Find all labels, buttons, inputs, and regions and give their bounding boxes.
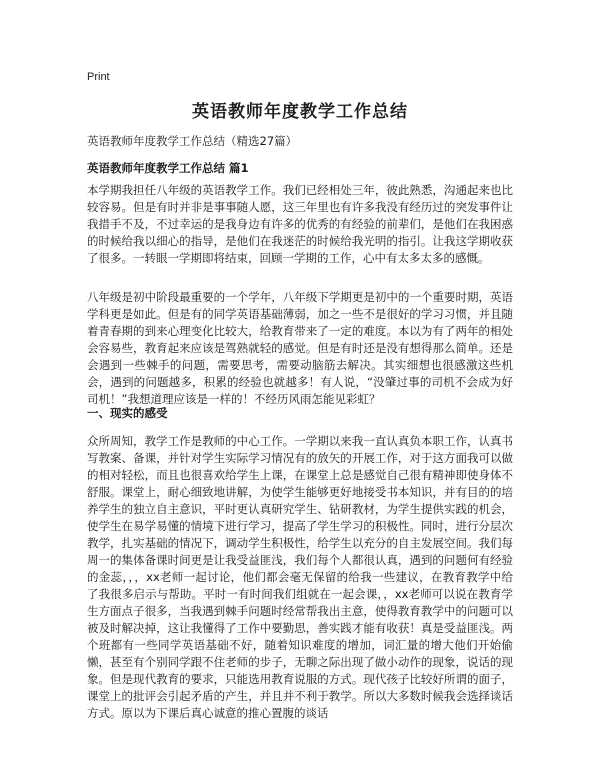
document-title: 英语教师年度教学工作总结: [192, 102, 408, 122]
section-title: 英语教师年度教学工作总结 篇1: [87, 161, 249, 175]
section-heading-1: 一、现实的感受: [87, 406, 168, 420]
document-subtitle: 英语教师年度教学工作总结（精选27篇）: [87, 134, 298, 148]
paragraph-2: 八年级是初中阶段最重要的一个学年，八年级下学期更是初中的一个重要时期，英语学科更是如此。但是有的同学英语基础薄弱，加之一些不是很好的学习习惯，并且随着青春期的到来心理变化比较大，给教育带来了一定的难度。本以为有了两年的相处会容易些，教育起来应该是驾熟就轻的感觉。但是有时还是没有想得那么简单。还是会遇到一些棘手的问题，需要思考，需要动脑筋去解决。其实细想也很感激这些机会，遇到的问题越多，积累的经验也就越多！有人说，“没肇过事的司机不会成为好司机！”我想道理应该是一样的！不经历风雨怎能见彩虹？: [87, 290, 513, 406]
paragraph-3: 众所周知，教学工作是教师的中心工作。一学期以来我一直认真负本职工作，认真书写教案、备课，并针对学生实际学习情况有的放矢的开展工作，对于这方面我可以做的相对轻松，而且也很喜欢给学生上课，在课堂上总是感觉自己很有精神即使身体不舒服。课堂上，耐心细致地讲解，为使学生能够更好地接受书本知识，并有目的的培养学生的独立自主意识，平时更认真研究学生、钻研教材，为学生提供实践的机会，使学生在易学易懂的情境下进行学习，提高了学生学习的积极性。同时，进行分层次教学，扎实基础的情况下，调动学生积极性，给学生以充分的自主发展空间。我们每周一的集体备课时间更是让我受益匪浅，我们每个人都很认真，遇到的问题何有经验的金蕊，，，xx老师一起讨论，他们都会毫无保留的给我一些建议，在教育教学中给了我很多启示与帮助。平时一有时间我们组就在一起会课，，xx老师可以说在教育学生方面点子很多，当我遇到棘手问题时经常帮我出主意，使得教育教学中的问题可以被及时解决掉，这让我懂得了工作中要勤思，善实践才能有收获！真是受益匪浅。两个班都有一些同学英语基础不好，随着知识难度的增加，词汇量的增大他们开始偷懒，甚至有个别同学跟不住老师的步子，无聊之际出现了做小动作的现象，说话的现象。但是现代教育的要求，只能选用教育说服的方式。现代孩子比较好所谓的面子，课堂上的批评会引起矛盾的产生，并且并不利于教学。所以大多数时候我会选择谈话方式。原以为下课后真心诚意的推心置腹的谈话: [87, 434, 513, 720]
print-link[interactable]: Print: [87, 71, 110, 83]
paragraph-1: 本学期我担任八年级的英语教学工作。我们已经相处三年，彼此熟悉，沟通起来也比较容易。但是有时并非是事事随人愿，这三年里也有许多我没有经历过的突发事件让我措手不及，不过幸运的是我身边有许多的优秀的有经验的前辈们，是他们在我困惑的时候给我以细心的指导，是他们在我迷茫的时候给我光明的指引。让我这学期收获了很多。一转眼一学期即将结束，回顾一学期的工作，心中有太多太多的感慨。: [87, 183, 513, 265]
